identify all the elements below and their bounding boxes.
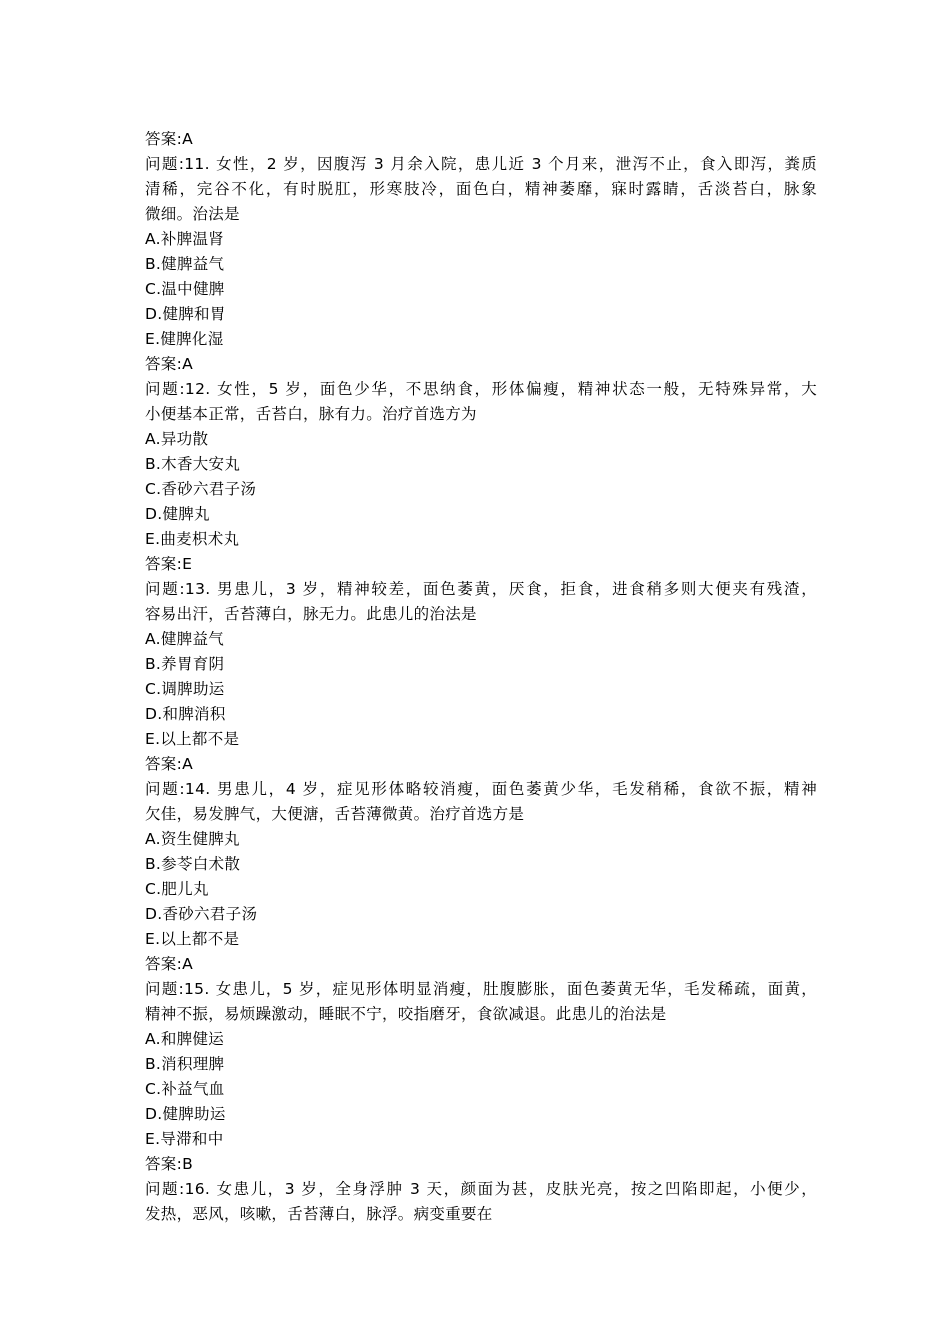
question-15-line-2: 精神不振，易烦躁激动，睡眠不宁，咬指磨牙，食欲减退。此患儿的治法是: [145, 1005, 667, 1023]
option-b: B.健脾益气: [145, 255, 225, 273]
option-e: E.以上都不是: [145, 730, 240, 748]
question-11-line-1: 问题:11. 女性，2 岁，因腹泻 3 月余入院，患儿近 3 个月来，泄泻不止，食入即泻，粪质: [145, 155, 817, 173]
option-d: D.健脾和胃: [145, 305, 226, 323]
answer-line: 答案:B: [145, 1155, 194, 1173]
option-c: C.肥儿丸: [145, 880, 209, 898]
question-15-line-1: 问题:15. 女患儿，5 岁，症见形体明显消瘦，肚腹膨胀，面色萎黄无华，毛发稀疏，面黄，: [145, 980, 817, 998]
option-a: A.补脾温肾: [145, 230, 225, 248]
option-a: A.异功散: [145, 430, 209, 448]
answer-line: 答案:A: [145, 355, 194, 373]
option-e: E.以上都不是: [145, 930, 240, 948]
question-13-line-2: 容易出汗，舌苔薄白，脉无力。此患儿的治法是: [145, 605, 477, 623]
option-b: B.木香大安丸: [145, 455, 241, 473]
question-16-line-1: 问题:16. 女患儿，3 岁，全身浮肿 3 天，颜面为甚，皮肤光亮，按之凹陷即起，小便少，: [145, 1180, 817, 1198]
question-12-line-2: 小便基本正常，舌苔白，脉有力。治疗首选方为: [145, 405, 477, 423]
question-14-line-2: 欠佳，易发脾气，大便溏，舌苔薄微黄。治疗首选方是: [145, 805, 525, 823]
answer-line: 答案:A: [145, 130, 194, 148]
option-e: E.健脾化湿: [145, 330, 224, 348]
option-c: C.温中健脾: [145, 280, 225, 298]
question-13-line-1: 问题:13. 男患儿，3 岁，精神较差，面色萎黄，厌食，拒食，进食稍多则大便夹有残渣，: [145, 580, 817, 598]
option-e: E.曲麦枳术丸: [145, 530, 240, 548]
option-e: E.导滞和中: [145, 1130, 224, 1148]
question-12-line-1: 问题:12. 女性，5 岁，面色少华，不思纳食，形体偏瘦，精神状态一般，无特殊异常，大: [145, 380, 817, 398]
option-b: B.参苓白术散: [145, 855, 241, 873]
document-body: [145, 127, 817, 1227]
question-16-line-2: 发热，恶风，咳嗽，舌苔薄白，脉浮。病变重要在: [145, 1205, 493, 1223]
option-c: C.调脾助运: [145, 680, 225, 698]
option-c: C.香砂六君子汤: [145, 480, 257, 498]
option-b: B.消积理脾: [145, 1055, 225, 1073]
option-a: A.健脾益气: [145, 630, 225, 648]
option-d: D.和脾消积: [145, 705, 226, 723]
option-d: D.健脾丸: [145, 505, 210, 523]
question-14-line-1: 问题:14. 男患儿，4 岁，症见形体略较消瘦，面色萎黄少华，毛发稍稀，食欲不振，精神: [145, 780, 817, 798]
option-d: D.香砂六君子汤: [145, 905, 258, 923]
option-a: A.资生健脾丸: [145, 830, 240, 848]
answer-line: 答案:A: [145, 755, 194, 773]
answer-line: 答案:E: [145, 555, 193, 573]
option-a: A.和脾健运: [145, 1030, 225, 1048]
option-d: D.健脾助运: [145, 1105, 226, 1123]
option-c: C.补益气血: [145, 1080, 225, 1098]
question-11-line-2: 清稀，完谷不化，有时脱肛，形寒肢冷，面色白，精神萎靡，寐时露睛，舌淡苔白，脉象: [145, 180, 817, 198]
answer-line: 答案:A: [145, 955, 194, 973]
question-11-line-3: 微细。治法是: [145, 205, 240, 223]
option-b: B.养胃育阴: [145, 655, 225, 673]
